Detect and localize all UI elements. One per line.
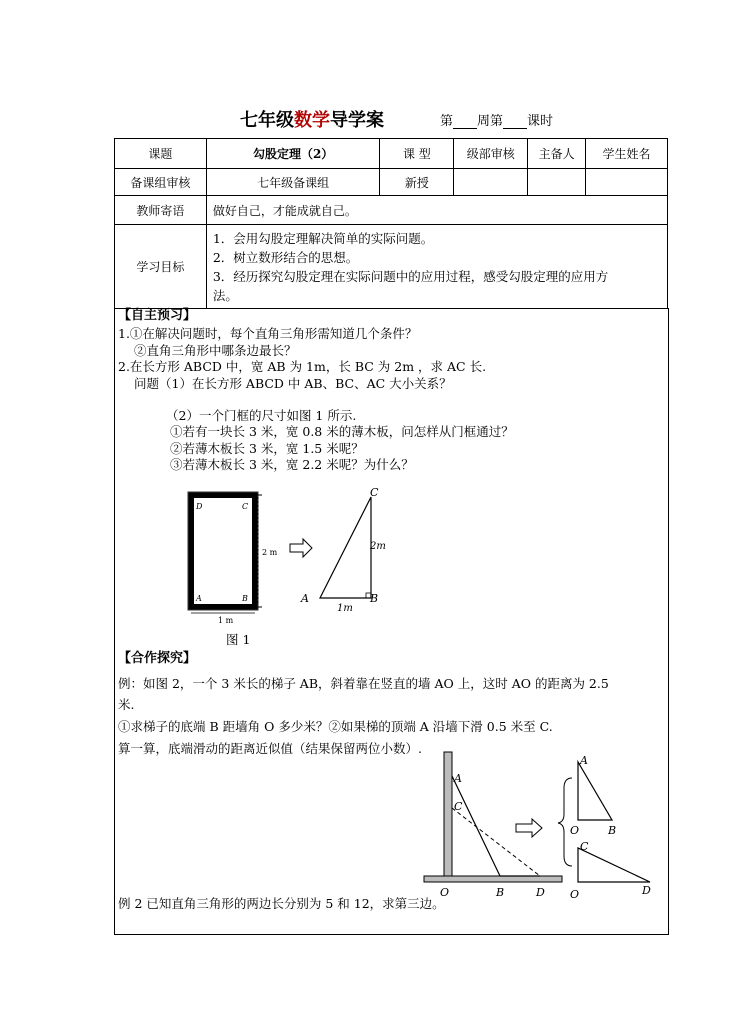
- goal-item: 2．树立数形结合的思想。: [212, 249, 359, 265]
- question-3: （2）一个门框的尺寸如图 1 所示.: [166, 408, 357, 423]
- ladder-label-o: O: [440, 886, 450, 899]
- week-lesson-line: 第 周第 课时: [440, 114, 554, 129]
- arrow-icon: [290, 539, 312, 557]
- question-3b: ②若薄木板长 3 米，宽 1.5 米呢？: [170, 441, 364, 456]
- cell-group-review-value: 七年级备课组: [206, 169, 380, 196]
- right-triangle-cod: [570, 840, 651, 901]
- upper-triangle-label-b: B: [608, 824, 617, 837]
- triangle-label-1m: 1m: [337, 603, 353, 614]
- door-label-c: C: [242, 502, 249, 511]
- question-1b: ②直角三角形中哪条边最长？: [134, 343, 297, 358]
- door-label-b: B: [242, 594, 248, 603]
- door-label-height: 2 m: [262, 548, 278, 557]
- triangle-label-c: C: [370, 486, 379, 499]
- cell-message-value: 做好自己，才能成就自己。: [206, 196, 667, 225]
- example-1-line-2: 米.: [118, 697, 135, 712]
- triangle-label-2m: 2m: [370, 541, 386, 552]
- cell-goals-value: [206, 225, 667, 309]
- cell-group-review-label: 备课组审核: [115, 169, 207, 196]
- figure-2: [420, 748, 666, 908]
- cell-preparer-label: 主备人: [528, 139, 586, 169]
- upper-triangle-label-o: O: [570, 824, 580, 837]
- section-heading-preview: 【自主预习】: [118, 308, 197, 323]
- cell-student-label: 学生姓名: [586, 139, 668, 169]
- upper-triangle-label-a: A: [580, 754, 588, 767]
- section-heading-explore: 【合作探究】: [118, 651, 197, 666]
- ladder-label-b: B: [496, 886, 505, 899]
- question-1a: 1.①在解决问题时，每个直角三角形需知道几个条件？: [118, 326, 418, 341]
- cell-preparer-value: [528, 169, 586, 196]
- question-2b: 问题（1）在长方形 ABCD 中 AB、BC、AC 大小关系？: [134, 376, 452, 391]
- brace-icon: [558, 778, 572, 866]
- question-3a: ①若有一块长 3 米，宽 0.8 米的薄木板，问怎样从门框通过？: [170, 424, 514, 439]
- goal-item: 1．会用勾股定理解决简单的实际问题。: [212, 230, 434, 246]
- cell-goals-label: 学习目标: [115, 225, 207, 309]
- door-label-width: 1 m: [218, 616, 234, 625]
- question-3c: ③若薄木板长 3 米，宽 2.2 米呢？为什么？: [170, 457, 414, 472]
- goal-item: 3．经历探究勾股定理在实际问题中的应用过程，感受勾股定理的应用方: [212, 268, 609, 284]
- example-1-line-1: 例：如图 2，一个 3 米长的梯子 AB，斜着靠在竖直的墙 AO 上，这时 AO 的距离为 2.5: [118, 676, 609, 691]
- goal-item: 法。: [212, 287, 238, 303]
- figure-1: [180, 485, 400, 655]
- door-label-a: A: [196, 594, 202, 603]
- question-2a: 2.在长方形 ABCD 中，宽 AB 为 1m，长 BC 为 2m ，求 AC 长.: [118, 359, 487, 374]
- info-table: [114, 138, 668, 309]
- example-1-line-4: 算一算，底端滑动的距离近似值（结果保留两位小数）.: [118, 741, 422, 756]
- lower-triangle-label-o: O: [570, 888, 580, 901]
- door-label-d: D: [196, 502, 203, 511]
- cell-review-label: 级部审核: [454, 139, 528, 169]
- ladder-label-a: A: [454, 772, 462, 785]
- cell-topic-label: 课题: [115, 139, 207, 169]
- page-title: 七年级数学导学案: [240, 110, 384, 131]
- cell-review-value: [454, 169, 528, 196]
- right-triangle-abc: [300, 486, 386, 614]
- ladder-label-c: C: [454, 800, 463, 813]
- example-1-line-3: ①求梯子的底端 B 距墙角 O 多少米？②如果梯的顶端 A 沿墙下滑 0.5 米至 C.: [118, 719, 553, 734]
- lower-triangle-label-d: D: [642, 884, 651, 897]
- right-triangle-aob: [570, 754, 616, 837]
- figure-1-caption: 图 1: [226, 632, 251, 647]
- ladder-diagram: [424, 752, 562, 899]
- ladder-label-d: D: [536, 886, 545, 899]
- cell-message-label: 教师寄语: [115, 196, 207, 225]
- cell-type-value: 新授: [380, 169, 454, 196]
- lower-triangle-label-c: C: [580, 840, 589, 853]
- cell-student-value: [586, 169, 668, 196]
- triangle-label-a: A: [301, 592, 309, 605]
- triangle-label-b: B: [370, 592, 379, 605]
- cell-type-label: 课 型: [380, 139, 454, 169]
- arrow-icon: [516, 819, 542, 837]
- cell-topic-value: 勾股定理（2）: [206, 139, 380, 169]
- door-frame-image: [188, 492, 278, 625]
- example-2: 例 2 已知直角三角形的两边长分别为 5 和 12，求第三边。: [118, 896, 445, 911]
